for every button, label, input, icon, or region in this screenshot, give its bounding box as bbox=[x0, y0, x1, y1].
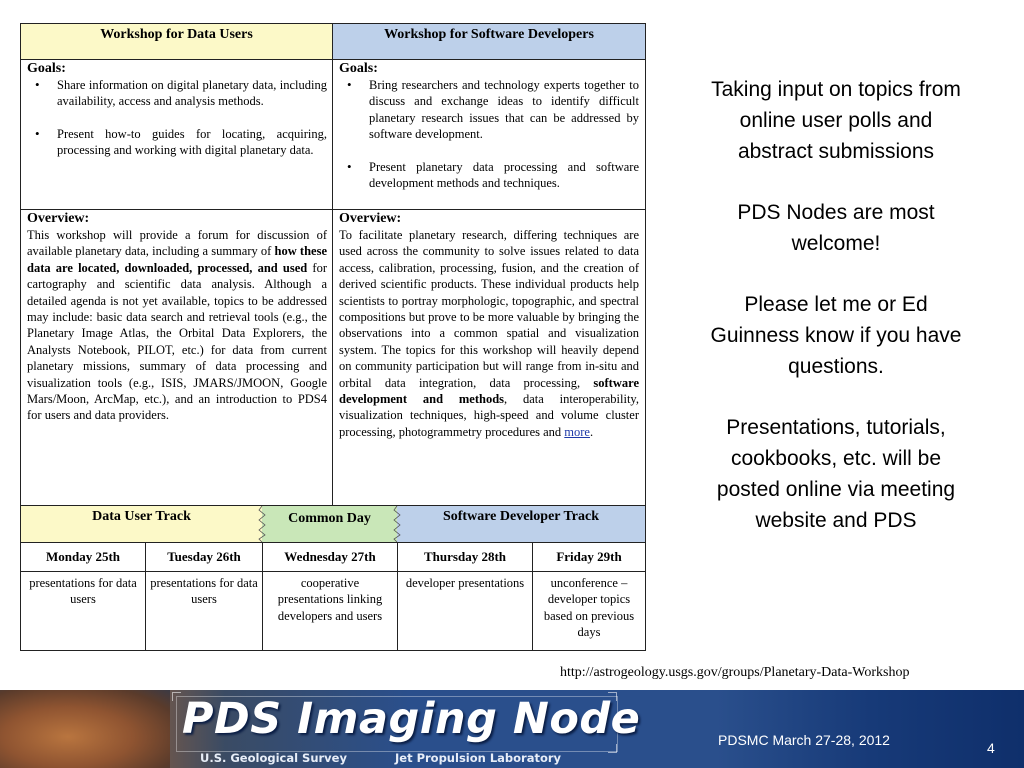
more-link[interactable]: more bbox=[564, 424, 590, 439]
footer-meeting: PDSMC March 27-28, 2012 bbox=[718, 732, 890, 748]
workshop-table bbox=[20, 23, 646, 506]
overview-text-part: . bbox=[589, 424, 594, 439]
day-wednesday: Wednesday 27th bbox=[284, 549, 376, 564]
overview-text-part: This workshop will provide a forum for discussion of available planetary data, including a summary of bbox=[27, 228, 327, 259]
developers-overview-text bbox=[339, 227, 639, 440]
developers-goals-heading: Goals: bbox=[339, 61, 378, 76]
users-overview bbox=[27, 211, 327, 424]
goals-divider bbox=[21, 209, 645, 210]
logo-sub-usgs: U.S. Geological Survey bbox=[200, 751, 347, 765]
schedule-table bbox=[20, 505, 646, 651]
overview-bold-text: software development and methods bbox=[339, 375, 639, 407]
notes-text bbox=[700, 74, 972, 566]
day-description: developer presentations bbox=[405, 576, 525, 590]
day-friday: Friday 29th bbox=[556, 549, 622, 564]
logo-title: PDS Imaging Node bbox=[182, 694, 641, 744]
day-description: presentations for data users bbox=[150, 576, 258, 607]
workshop-url[interactable]: http://astrogeology.usgs.gov/groups/Planetary-Data-Workshop bbox=[560, 665, 910, 680]
mars-image bbox=[0, 690, 170, 768]
footer-banner bbox=[0, 690, 1024, 768]
overview-text-part: for cartography and scientific data analysis. Although a detailed agenda is not yet available, topics to be addressed may include: basic data search and retrieval tools (e.g., the Planetary Image Atlas, the Orbital Data Explorers, the Analysts Notebook, PILOT, etc.) for data from current planetary missions, summary of data processing and visualization tools (e.g., ISIS, JMARS/JMOON, Google Mars/Moon, ArcMap, etc.), and an introduction to PDS4 for users and data providers. bbox=[27, 260, 327, 423]
developers-goals bbox=[339, 61, 639, 191]
users-overview-text bbox=[27, 227, 327, 424]
overview-bold-text: how these data are located, downloaded, processed, and used bbox=[27, 244, 327, 275]
workshop-developers-header: Workshop for Software Developers bbox=[333, 24, 645, 59]
overview-text-part: , data interoperability, visualization techniques, high-speed and volume cluster processing, photogrammetry procedures and bbox=[339, 392, 639, 439]
developers-overview-heading: Overview: bbox=[339, 211, 402, 226]
zigzag-divider-left bbox=[258, 506, 266, 542]
day-tuesday: Tuesday 26th bbox=[167, 549, 241, 564]
column-divider bbox=[332, 24, 333, 505]
users-overview-heading: Overview: bbox=[27, 211, 90, 226]
users-goal-item: • Share information on digital planetary data, including availability, access and analysis methods. bbox=[27, 77, 327, 110]
note-paragraph: PDS Nodes are most welcome! bbox=[737, 201, 935, 255]
frame-corner bbox=[172, 692, 181, 701]
developers-overview bbox=[339, 211, 639, 440]
developers-goal-item: • Bring researchers and technology experts together to discuss and exchange ideas to identify difficult planetary research issues that can be addressed by software development. bbox=[339, 77, 639, 143]
header-divider bbox=[21, 59, 645, 60]
track-data-users: Data User Track bbox=[21, 506, 262, 542]
logo-sub-jpl: Jet Propulsion Laboratory bbox=[395, 751, 562, 765]
note-paragraph: Presentations, tutorials, cookbooks, etc. will be posted online via meeting website and PDS bbox=[716, 416, 956, 532]
logo-subtitle bbox=[200, 751, 605, 765]
track-software-developers: Software Developer Track bbox=[397, 506, 645, 542]
workshop-users-header: Workshop for Data Users bbox=[21, 24, 332, 59]
page-number: 4 bbox=[987, 740, 995, 756]
track-common-day: Common Day bbox=[262, 506, 397, 542]
day-description: presentations for data users bbox=[29, 576, 137, 607]
note-paragraph: Please let me or Ed Guinness know if you have questions. bbox=[710, 293, 962, 378]
day-monday: Monday 25th bbox=[45, 549, 121, 564]
users-goals bbox=[27, 61, 327, 159]
zigzag-divider-right bbox=[393, 506, 401, 542]
users-goal-item: • Present how-to guides for locating, acquiring, processing and working with digital planetary data. bbox=[27, 126, 327, 159]
day-description: unconference – developer topics based on previous days bbox=[543, 576, 635, 640]
users-goals-heading: Goals: bbox=[27, 61, 66, 76]
day-thursday: Thursday 28th bbox=[424, 549, 506, 564]
note-paragraph: Taking input on topics from online user polls and abstract submissions bbox=[711, 78, 961, 163]
overview-text-part: To facilitate planetary research, differing techniques are used across the community to solve issues related to data access, calibration, processing, fusion, and the creation of derived scientific products. These individual products help scientists to portray morphologic, topographic, and spectral compositions but prove to be more valuable by bringing the observations into a common spatial and visualization system. The topics for this workshop will heavily depend on community participation but will range from in-situ and orbital data integration, data processing, bbox=[339, 228, 639, 390]
developers-goal-item: • Present planetary data processing and software development methods and techniques. bbox=[339, 159, 639, 192]
frame-corner bbox=[608, 744, 617, 753]
day-description: cooperative presentations linking developers and users bbox=[277, 576, 383, 623]
